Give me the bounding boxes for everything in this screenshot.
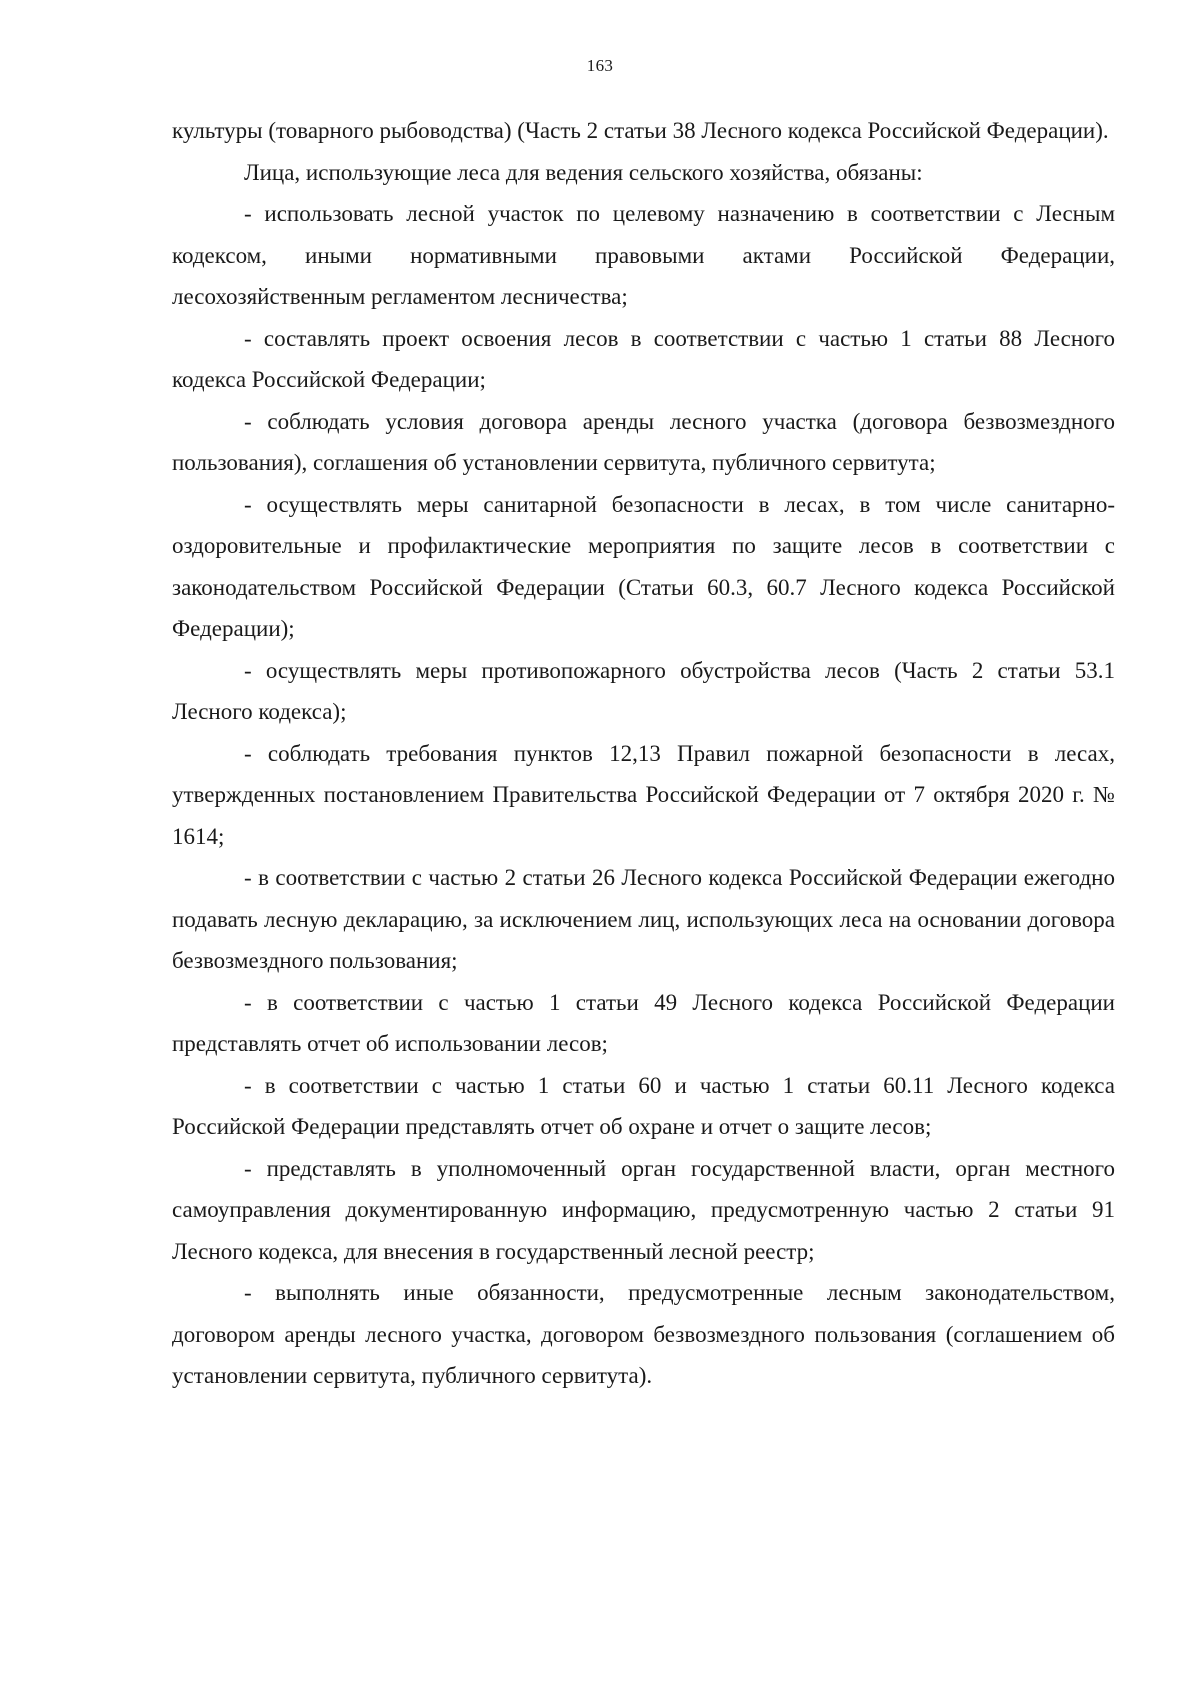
list-item: - осуществлять меры противопожарного обустройства лесов (Часть 2 статьи 53.1 Лесного кодекса); — [172, 657, 1115, 724]
list-item: - соблюдать требования пунктов 12,13 Правил пожарной безопасности в лесах, утвержденных постановлением Правительства Российской Федерации от 7 октября 2020 г. № 1614; — [172, 740, 1115, 849]
list-item: - осуществлять меры санитарной безопасности в лесах, в том числе санитарно-оздоровительные и профилактические мероприятия по защите лесов в соответствии с законодательством Российской Федерации (Статьи 60.3, 60.7 Лесного кодекса Российской Федерации); — [172, 491, 1115, 641]
list-item: - в соответствии с частью 1 статьи 60 и частью 1 статьи 60.11 Лесного кодекса Российской Федерации представлять отчет об охране и отчет о защите лесов; — [172, 1072, 1115, 1139]
list-item: - представлять в уполномоченный орган государственной власти, орган местного самоуправления документированную информацию, предусмотренную частью 2 статьи 91 Лесного кодекса, для внесения в государственный лесной реестр; — [172, 1155, 1115, 1264]
document-body — [172, 110, 1115, 1397]
paragraph-intro: Лица, использующие леса для ведения сельского хозяйства, обязаны: — [244, 159, 923, 185]
paragraph-continuation: культуры (товарного рыбоводства) (Часть 2 статьи 38 Лесного кодекса Российской Федерации). — [172, 118, 1109, 143]
list-item: - составлять проект освоения лесов в соответствии с частью 1 статьи 88 Лесного кодекса Российской Федерации; — [172, 325, 1115, 392]
list-item: - в соответствии с частью 2 статьи 26 Лесного кодекса Российской Федерации ежегодно подавать лесную декларацию, за исключением лиц, использующих леса на основании договора безвозмездного пользования; — [172, 865, 1115, 973]
page-number: 163 — [586, 56, 614, 75]
list-item: - использовать лесной участок по целевому назначению в соответствии с Лесным кодексом, иными нормативными правовыми актами Российской Федерации, лесохозяйственным регламентом лесничества; — [172, 201, 1115, 309]
list-item: - в соответствии с частью 1 статьи 49 Лесного кодекса Российской Федерации представлять отчет об использовании лесов; — [172, 989, 1115, 1056]
list-item: - соблюдать условия договора аренды лесного участка (договора безвозмездного пользования), соглашения об установлении сервитута, публичного сервитута; — [172, 408, 1115, 475]
list-item: - выполнять иные обязанности, предусмотренные лесным законодательством, договором аренды лесного участка, договором безвозмездного пользования (соглашением об установлении сервитута, публичного сервитута). — [172, 1280, 1115, 1388]
